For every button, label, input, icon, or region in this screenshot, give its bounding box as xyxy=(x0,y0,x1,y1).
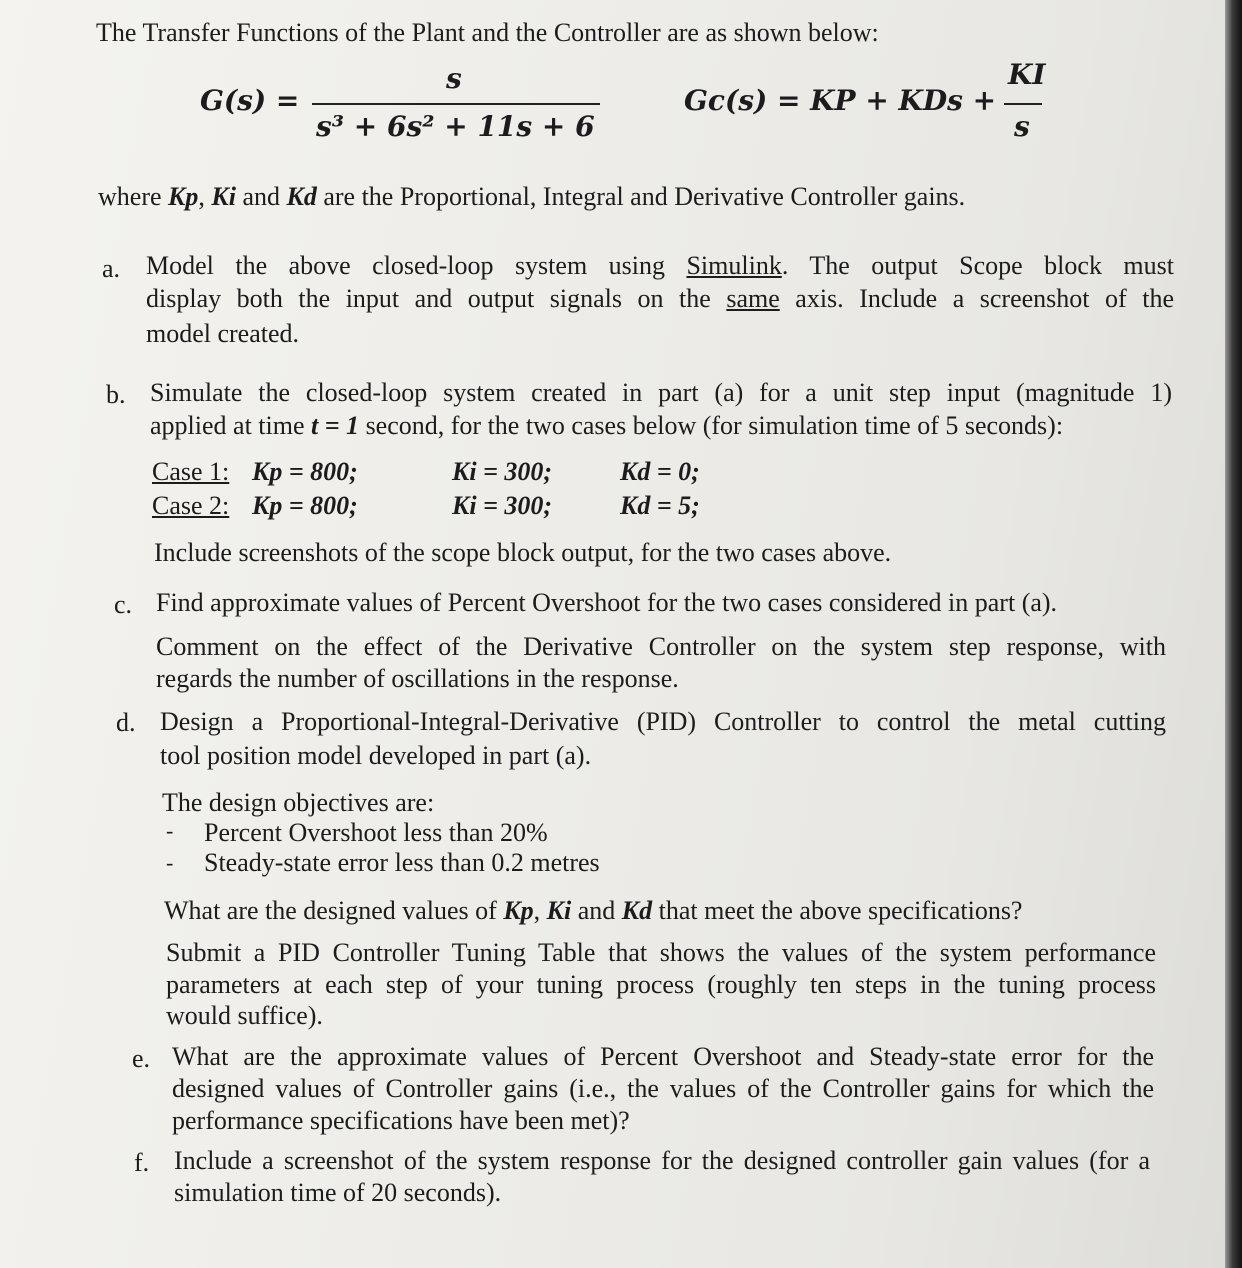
part-f-label: f. xyxy=(134,1148,150,1177)
part-a-line1: Model the above closed-loop system using Simulink. The output Scope block must xyxy=(146,251,1174,280)
ki-symbol: Ki xyxy=(211,182,236,211)
part-d-line1: Design a Proportional-Integral-Derivative (PID) Controller to control the metal cutting xyxy=(160,707,1166,736)
case-2-kp: Kp = 800; xyxy=(252,491,358,520)
part-e-label: e. xyxy=(132,1044,151,1073)
part-b-include: Include screenshots of the scope block output, for the two cases above. xyxy=(154,538,892,567)
part-b-label: b. xyxy=(106,380,126,409)
case-1-kd: Kd = 0; xyxy=(620,457,700,486)
intro-text: The Transfer Functions of the Plant and the Controller are as shown below: xyxy=(96,18,879,47)
part-c-line1: Find approximate values of Percent Overshoot for the two cases considered in part (a). xyxy=(156,588,1058,617)
part-d-question: What are the designed values of Kp, Ki and Kd that meet the above specifications? xyxy=(164,896,1023,925)
part-b-line2: applied at time t = 1 second, for the two cases below (for simulation time of 5 seconds): xyxy=(150,411,1064,440)
part-d-submit-line3: would suffice). xyxy=(166,1001,323,1030)
controller-numerator: KI xyxy=(1008,58,1046,91)
case-2-kd: Kd = 5; xyxy=(620,491,700,520)
kp-symbol: Kp xyxy=(168,182,199,211)
part-e-line3: performance specifications have been met)? xyxy=(172,1106,630,1135)
case-2-label: Case 2: xyxy=(152,491,230,520)
bullet-1: - xyxy=(166,818,174,843)
part-a-line3: model created. xyxy=(146,319,300,348)
same-word: same xyxy=(726,284,780,313)
part-d-line2: tool position model developed in part (a). xyxy=(160,741,592,770)
part-d-submit-line1: Submit a PID Controller Tuning Table that shows the values of the system performance xyxy=(166,938,1156,967)
part-a-label: a. xyxy=(102,254,121,283)
part-f-line1: Include a screenshot of the system response for the designed controller gain values (for a xyxy=(174,1146,1150,1175)
plant-lhs: G(s) = xyxy=(200,84,300,117)
part-b-line1: Simulate the closed-loop system created in part (a) for a unit step input (magnitude 1) xyxy=(150,378,1172,407)
part-a-line2: display both the input and output signals on the same axis. Include a screenshot of the xyxy=(146,284,1175,313)
part-c-line3: regards the number of oscillations in the response. xyxy=(156,664,679,693)
part-c-label: c. xyxy=(114,590,133,619)
part-f-line2: simulation time of 20 seconds). xyxy=(174,1178,502,1207)
part-e-line1: What are the approximate values of Percent Overshoot and Steady-state error for the xyxy=(172,1042,1154,1071)
controller-denominator: s xyxy=(1014,110,1030,143)
time-equation: t = 1 xyxy=(311,411,360,440)
case-1-ki: Ki = 300; xyxy=(452,457,553,486)
controller-fraction-bar xyxy=(1004,103,1042,105)
part-d-submit-line2: parameters at each step of your tuning process (roughly ten steps in the tuning process xyxy=(166,970,1156,999)
case-1-label: Case 1: xyxy=(152,457,230,486)
case-2-ki: Ki = 300; xyxy=(452,491,553,520)
photo-edge-shadow xyxy=(1225,0,1242,1268)
simulink-word: Simulink xyxy=(686,251,782,280)
bullet-2: - xyxy=(166,850,174,875)
kd-symbol: Kd xyxy=(286,182,317,211)
part-c-line2: Comment on the effect of the Derivative Controller on the system step response, with xyxy=(156,632,1166,661)
controller-lhs: Gc(s) = KP + KDs + xyxy=(684,84,997,117)
part-e-line2: designed values of Controller gains (i.e., the values of the Controller gains for which the xyxy=(172,1074,1154,1103)
part-d-label: d. xyxy=(116,708,136,737)
objectives-title: The design objectives are: xyxy=(162,788,435,817)
plant-fraction-bar xyxy=(312,103,600,105)
where-sentence: where Kp, Ki and Kd are the Proportional, Integral and Derivative Controller gains. xyxy=(98,182,966,211)
case-1-kp: Kp = 800; xyxy=(252,457,358,486)
objective-2: Steady-state error less than 0.2 metres xyxy=(204,848,600,877)
objective-1: Percent Overshoot less than 20% xyxy=(204,818,548,847)
plant-denominator: s³ + 6s² + 11s + 6 xyxy=(316,110,595,143)
plant-numerator: s xyxy=(446,62,462,95)
